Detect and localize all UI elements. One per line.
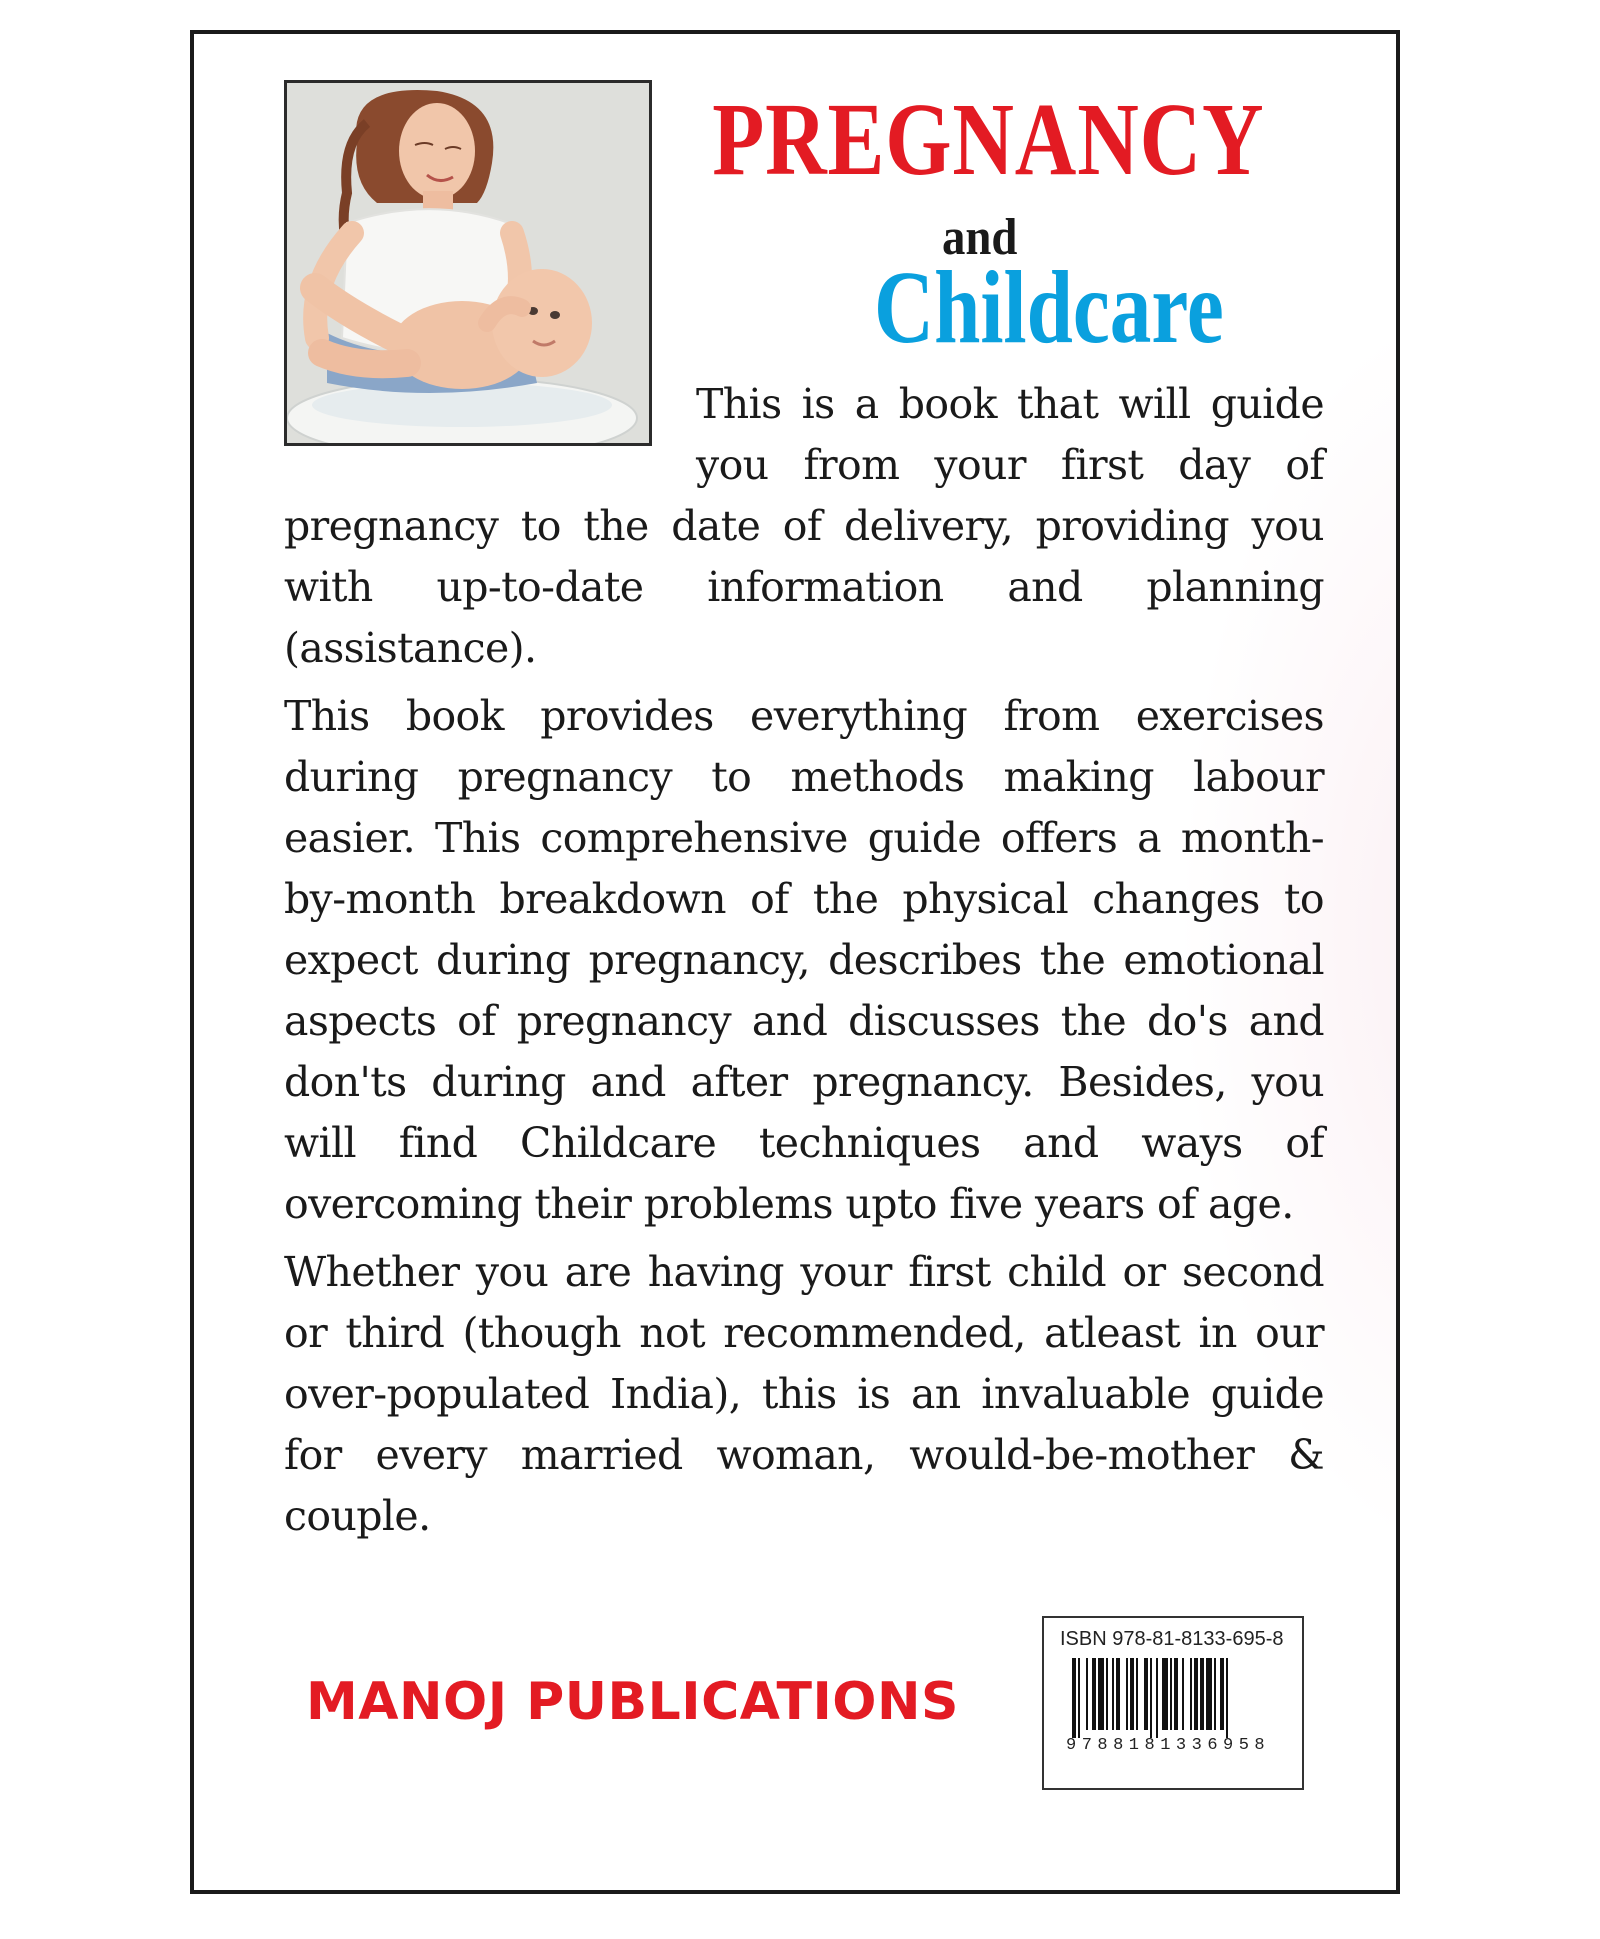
title-block — [711, 82, 1334, 365]
barcode-digits: 9788181336958 — [1066, 1736, 1271, 1755]
isbn-barcode-box — [1042, 1616, 1304, 1790]
isbn-label: ISBN 978-81-8133-695-8 — [1060, 1628, 1284, 1650]
blurb-paragraph-3: Whether you are having your first child or second or third (though not recommended, atleast in our over-populated India), this is an invaluable guide for every married woman, would-be-mother & couple. — [284, 1248, 1324, 1540]
blurb-paragraph-1: This is a book that will guide you from your first day of pregnancy to the date of delivery, providing you with up-to-date information and planning (assistance). — [284, 380, 1324, 672]
book-subtitle: Childcare — [874, 250, 1224, 365]
blurb — [284, 374, 1324, 1554]
photo-wrap-spacer — [284, 374, 696, 492]
book-title: PREGNANCY — [711, 82, 1264, 197]
title-connector: and — [942, 209, 1018, 266]
book-back-cover — [190, 30, 1400, 1894]
publisher-name: MANOJ PUBLICATIONS — [306, 1672, 959, 1732]
blurb-paragraph-2: This book provides everything from exercises during pregnancy to methods making labour easier. This comprehensive guide offers a month-by-month breakdown of the physical changes to expect during pregnancy, describes the emotional aspects of pregnancy and discusses the do's and don'ts during and after pregnancy. Besides, you will find Childcare techniques and ways of overcoming their problems upto five years of age. — [284, 692, 1324, 1228]
barcode-icon — [1072, 1658, 1280, 1738]
